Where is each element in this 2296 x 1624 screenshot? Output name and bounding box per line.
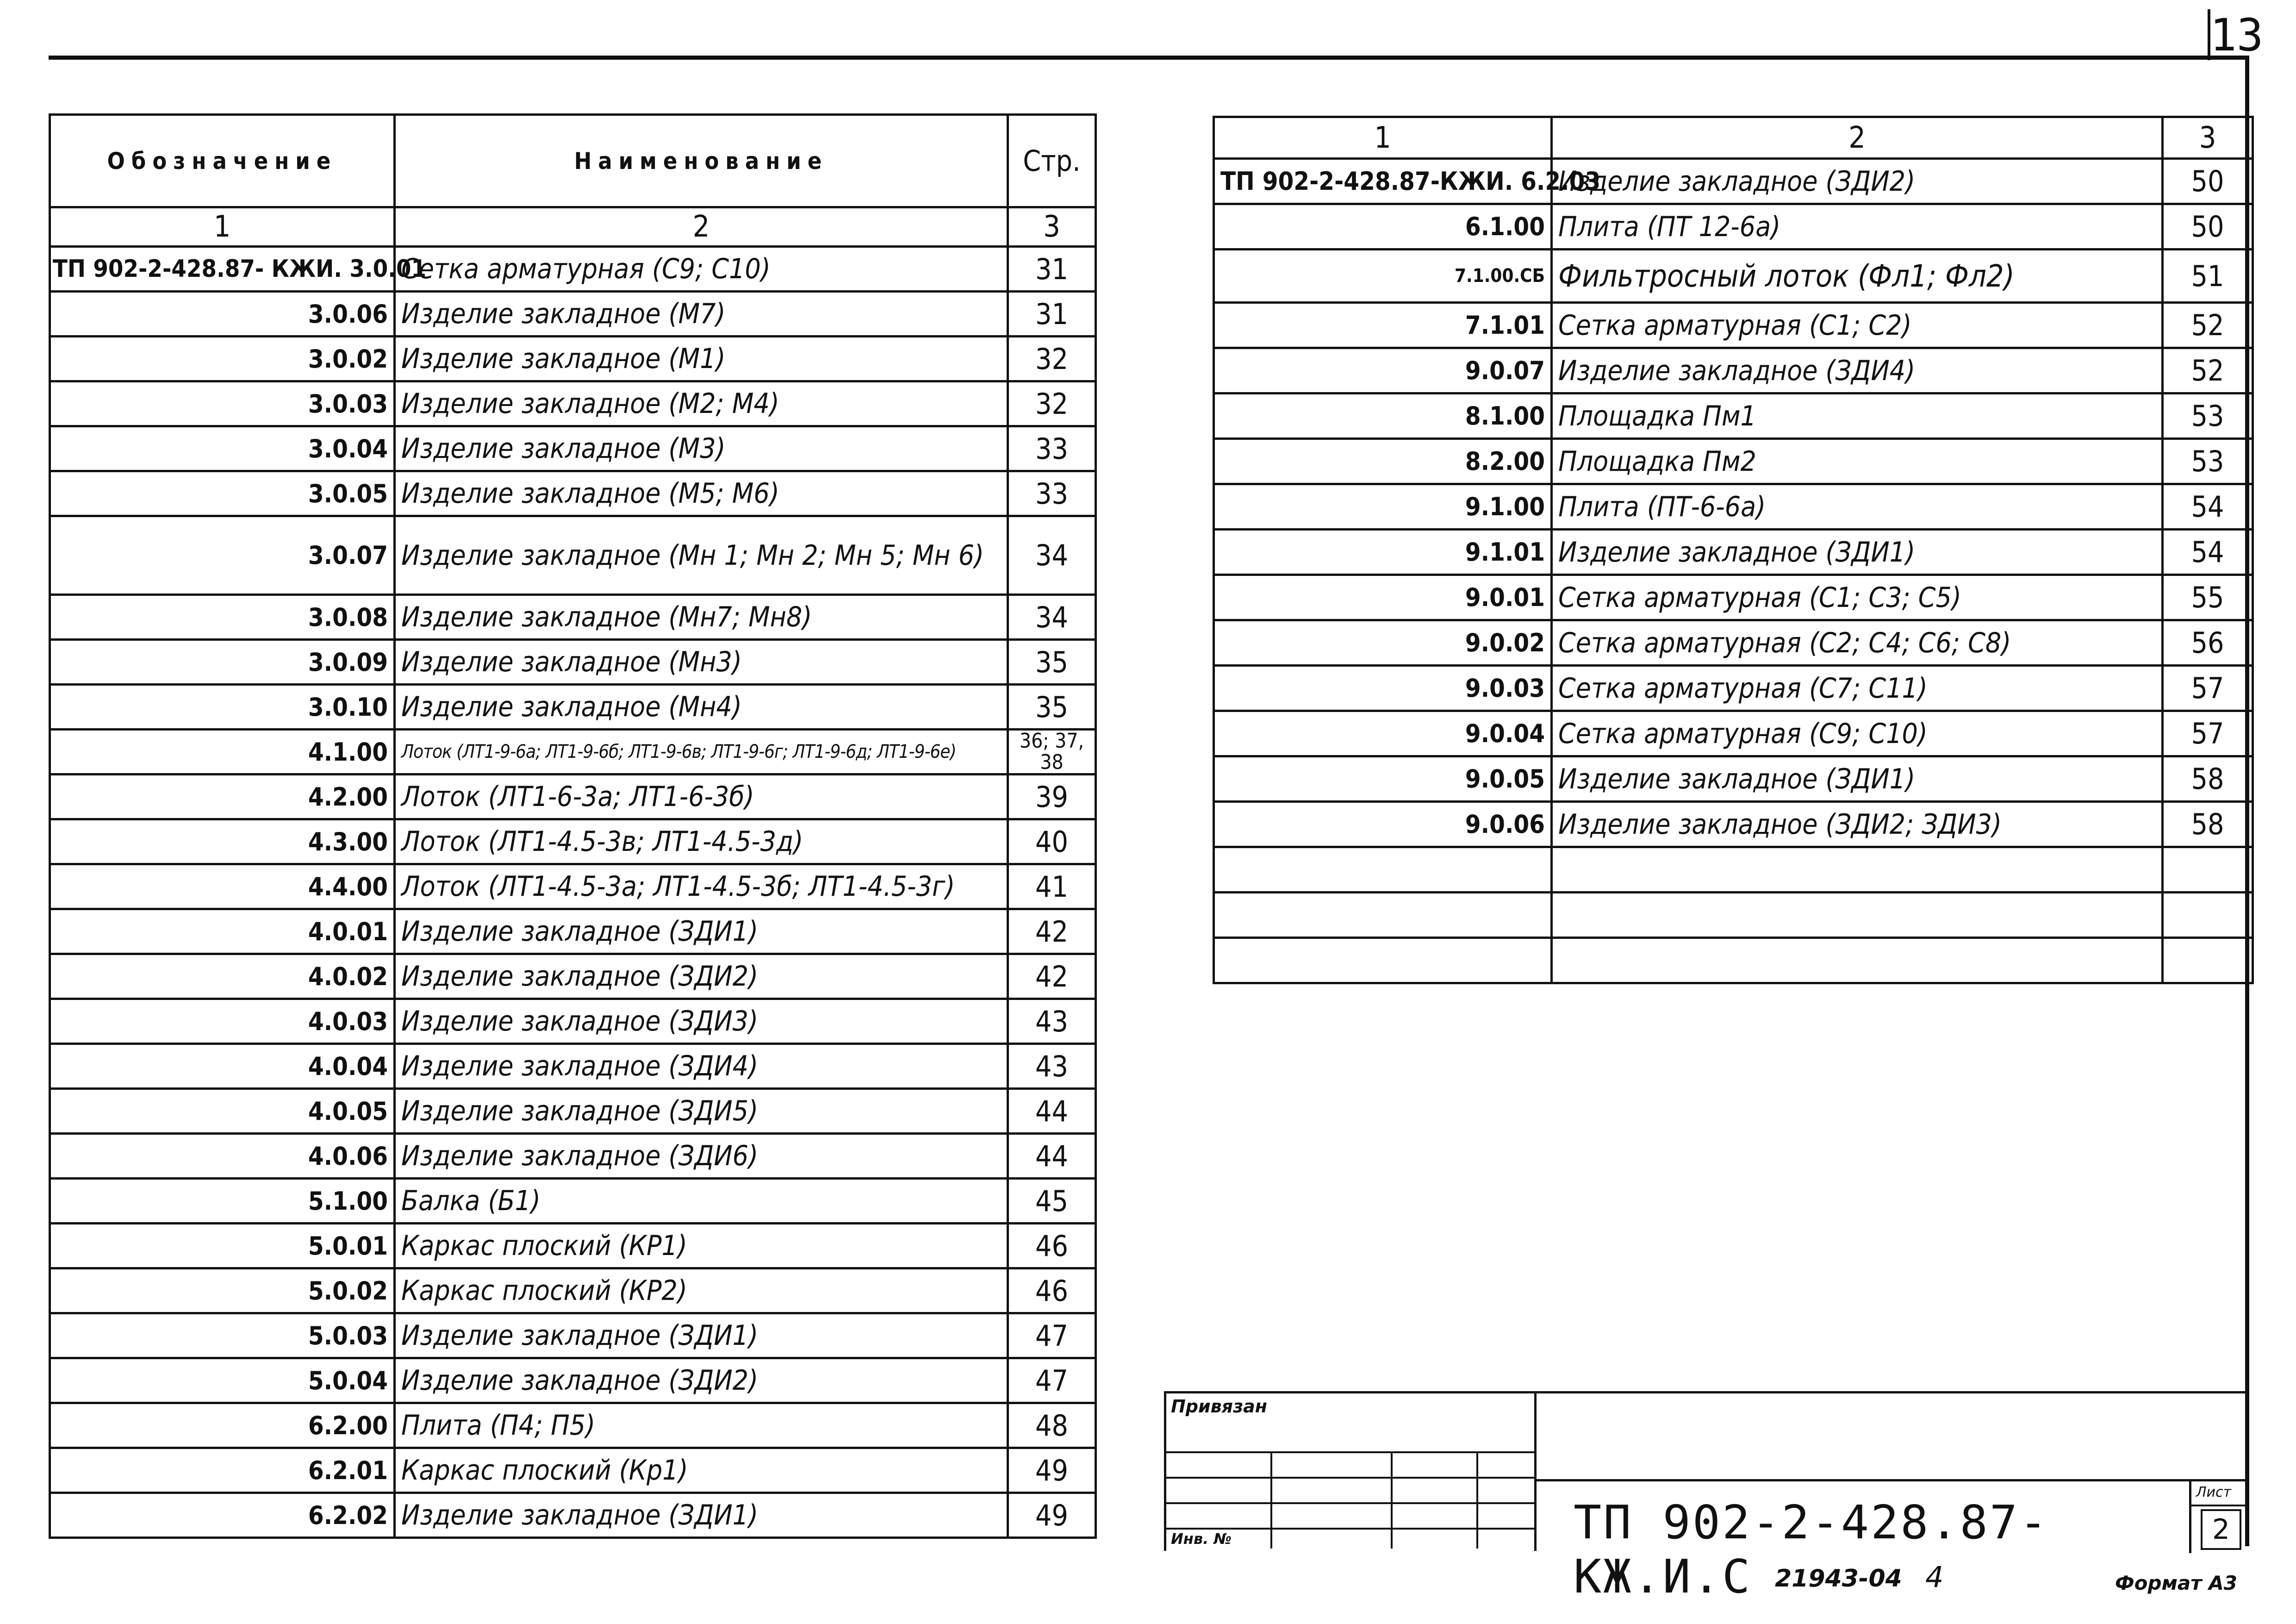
table-row — [50, 1089, 1096, 1134]
table-row — [1214, 439, 2253, 484]
designation-cell: 3.0.09 — [50, 640, 395, 685]
designation-cell: 9.1.00 — [1214, 484, 1552, 530]
table-row — [1214, 847, 2253, 893]
designation-cell: 4.2.00 — [50, 775, 395, 819]
column-number: 1 — [50, 207, 395, 247]
page-cell: 32 — [1008, 381, 1096, 426]
table-row — [50, 640, 1096, 685]
name-cell: Изделие закладное (Мн 1; Мн 2; Мн 5; Мн 6) — [395, 516, 1008, 595]
designation-cell: 4.0.06 — [50, 1134, 395, 1179]
designation-cell: 6.1.00 — [1214, 204, 1552, 250]
designation-cell: 3.0.07 — [50, 516, 395, 595]
header-designation: Обозначение — [50, 115, 395, 207]
name-cell: Лоток (ЛТ1-4.5-3в; ЛТ1-4.5-3д) — [395, 819, 1008, 864]
attached-label: Привязан — [1171, 1396, 1268, 1417]
page-cell: 47 — [1008, 1358, 1096, 1403]
name-cell — [1552, 847, 2163, 893]
page-cell: 50 — [2163, 159, 2253, 204]
page-cell — [2163, 893, 2253, 938]
table-row — [50, 730, 1096, 775]
page-cell: 54 — [2163, 530, 2253, 575]
table-row — [1214, 303, 2253, 348]
name-cell: Изделие закладное (М1) — [395, 337, 1008, 381]
designation-cell: 5.0.01 — [50, 1224, 395, 1268]
name-cell: Изделие закладное (ЗДИ3) — [395, 999, 1008, 1044]
page-cell: 57 — [2163, 711, 2253, 756]
table-row — [1214, 394, 2253, 439]
page-cell: 57 — [2163, 666, 2253, 711]
table-row — [50, 909, 1096, 954]
name-cell: Каркас плоский (КР2) — [395, 1268, 1008, 1313]
column-number: 2 — [395, 207, 1008, 247]
name-cell: Фильтросный лоток (Фл1; Фл2) — [1552, 250, 2163, 303]
designation-cell: 3.0.08 — [50, 595, 395, 640]
page-cell: 44 — [1008, 1134, 1096, 1179]
name-cell: Изделие закладное (М5; М6) — [395, 471, 1008, 516]
designation-cell: 3.0.02 — [50, 337, 395, 381]
table-row — [1214, 938, 2253, 983]
table-row — [1214, 575, 2253, 620]
page-cell: 33 — [1008, 471, 1096, 516]
stamp-grid-line — [1391, 1451, 1393, 1549]
name-cell: Изделие закладное (ЗДИ1) — [395, 1493, 1008, 1538]
right-contents-table — [1213, 116, 2254, 984]
name-cell: Изделие закладное (М7) — [395, 292, 1008, 337]
name-cell: Площадка Пм2 — [1552, 439, 2163, 484]
table-row — [50, 292, 1096, 337]
table-row — [1214, 711, 2253, 756]
name-cell: Изделие закладное (ЗДИ2) — [1552, 159, 2163, 204]
page-cell: 44 — [1008, 1089, 1096, 1134]
page-cell — [2163, 847, 2253, 893]
page-cell — [2163, 938, 2253, 983]
column-number: 2 — [1552, 117, 2163, 159]
stamp-grid-line — [1166, 1502, 1537, 1504]
stamp-grid-line — [1270, 1451, 1272, 1549]
page-cell: 43 — [1008, 999, 1096, 1044]
name-cell: Изделие закладное (Мн7; Мн8) — [395, 595, 1008, 640]
designation-cell: 4.0.03 — [50, 999, 395, 1044]
right-column-numbers — [1214, 117, 2253, 159]
page-cell: 40 — [1008, 819, 1096, 864]
table-row — [50, 775, 1096, 819]
name-cell: Изделие закладное (Мн3) — [395, 640, 1008, 685]
designation-cell: 5.0.03 — [50, 1313, 395, 1358]
attachment-block — [1164, 1393, 1537, 1551]
sheet-cell — [2189, 1481, 2249, 1553]
page-cell: 31 — [1008, 247, 1096, 292]
designation-cell: 4.4.00 — [50, 864, 395, 909]
designation-cell: 9.0.03 — [1214, 666, 1552, 711]
page-cell: 33 — [1008, 426, 1096, 471]
designation-cell: 4.0.01 — [50, 909, 395, 954]
designation-cell — [1214, 938, 1552, 983]
designation-cell — [1214, 847, 1552, 893]
table-row — [50, 1448, 1096, 1493]
designation-cell: 9.0.05 — [1214, 756, 1552, 802]
page-cell: 55 — [2163, 575, 2253, 620]
name-cell: Каркас плоский (Кр1) — [395, 1448, 1008, 1493]
column-number: 1 — [1214, 117, 1552, 159]
stamp-grid-line — [1476, 1451, 1478, 1549]
designation-cell: 6.2.01 — [50, 1448, 395, 1493]
designation-cell: 3.0.05 — [50, 471, 395, 516]
designation-cell: 6.2.02 — [50, 1493, 395, 1538]
table-row — [50, 595, 1096, 640]
table-row — [1214, 159, 2253, 204]
name-cell: Лоток (ЛТ1-4.5-3а; ЛТ1-4.5-3б; ЛТ1-4.5-3г) — [395, 864, 1008, 909]
table-row — [50, 426, 1096, 471]
stamp-grid-line — [1166, 1451, 1537, 1453]
designation-cell: ТП 902-2-428.87-КЖИ. 6.2.03 — [1214, 159, 1552, 204]
table-row — [50, 1044, 1096, 1089]
designation-cell: 3.0.03 — [50, 381, 395, 426]
designation-cell: 9.0.02 — [1214, 620, 1552, 666]
page-cell: 45 — [1008, 1179, 1096, 1224]
name-cell: Изделие закладное (ЗДИ2) — [395, 1358, 1008, 1403]
table-row — [50, 1358, 1096, 1403]
table-row — [1214, 620, 2253, 666]
table-row — [1214, 204, 2253, 250]
name-cell: Изделие закладное (ЗДИ2; ЗДИ3) — [1552, 802, 2163, 847]
page-cell: 51 — [2163, 250, 2253, 303]
designation-cell: 3.0.06 — [50, 292, 395, 337]
page-cell: 39 — [1008, 775, 1096, 819]
page-cell: 35 — [1008, 685, 1096, 730]
name-cell: Плита (П4; П5) — [395, 1403, 1008, 1448]
left-contents-table — [49, 113, 1097, 1539]
table-row — [1214, 484, 2253, 530]
name-cell: Изделие закладное (ЗДИ1) — [395, 1313, 1008, 1358]
page-cell: 42 — [1008, 954, 1096, 999]
name-cell: Изделие закладное (М3) — [395, 426, 1008, 471]
name-cell: Сетка арматурная (С9; С10) — [1552, 711, 2163, 756]
name-cell: Изделие закладное (ЗДИ1) — [1552, 530, 2163, 575]
page-cell: 47 — [1008, 1313, 1096, 1358]
name-cell: Изделие закладное (ЗДИ1) — [395, 909, 1008, 954]
designation-cell: 5.1.00 — [50, 1179, 395, 1224]
name-cell: Изделие закладное (ЗДИ4) — [1552, 348, 2163, 394]
designation-cell: 5.0.02 — [50, 1268, 395, 1313]
designation-cell: 4.0.05 — [50, 1089, 395, 1134]
left-column-numbers — [50, 207, 1096, 247]
name-cell: Сетка арматурная (С9; С10) — [395, 247, 1008, 292]
page-cell: 52 — [2163, 303, 2253, 348]
name-cell: Лоток (ЛТ1-9-6а; ЛТ1-9-6б; ЛТ1-9-6в; ЛТ1-9-6г; ЛТ1-9-6д; ЛТ1-9-6е) — [395, 730, 1008, 775]
name-cell: Плита (ПТ 12-6а) — [1552, 204, 2163, 250]
name-cell: Изделие закладное (ЗДИ6) — [395, 1134, 1008, 1179]
table-row — [1214, 756, 2253, 802]
designation-cell: 5.0.04 — [50, 1358, 395, 1403]
page-cell: 46 — [1008, 1224, 1096, 1268]
table-row — [50, 1403, 1096, 1448]
designation-cell: 4.1.00 — [50, 730, 395, 775]
designation-cell: 4.3.00 — [50, 819, 395, 864]
name-cell — [1552, 893, 2163, 938]
table-row — [50, 819, 1096, 864]
name-cell: Изделие закладное (ЗДИ1) — [1552, 756, 2163, 802]
page-cell: 35 — [1008, 640, 1096, 685]
corner-page-number: 13 — [2210, 9, 2264, 61]
name-cell: Изделие закладное (ЗДИ5) — [395, 1089, 1008, 1134]
stamp-grid-line — [1166, 1528, 1537, 1530]
page-cell: 49 — [1008, 1448, 1096, 1493]
sheet-label: Лист — [2196, 1484, 2232, 1500]
table-row — [50, 685, 1096, 730]
name-cell: Изделие закладное (М2; М4) — [395, 381, 1008, 426]
inventory-number: 21943-04 — [1775, 1565, 1902, 1593]
page-cell: 34 — [1008, 516, 1096, 595]
table-row — [50, 1268, 1096, 1313]
header-name: Наименование — [395, 115, 1008, 207]
name-cell: Изделие закладное (ЗДИ4) — [395, 1044, 1008, 1089]
designation-cell: 7.1.01 — [1214, 303, 1552, 348]
table-row — [50, 471, 1096, 516]
table-row — [1214, 530, 2253, 575]
sheet-divider — [2191, 1505, 2249, 1506]
page-cell: 58 — [2163, 802, 2253, 847]
table-row — [50, 1313, 1096, 1358]
table-row — [50, 954, 1096, 999]
table-row — [50, 1179, 1096, 1224]
designation-cell: 9.0.01 — [1214, 575, 1552, 620]
page-cell: 58 — [2163, 756, 2253, 802]
table-row — [1214, 666, 2253, 711]
page-cell: 49 — [1008, 1493, 1096, 1538]
page-cell: 54 — [2163, 484, 2253, 530]
inventory-label: Инв. № — [1171, 1530, 1232, 1548]
name-cell: Плита (ПТ-6-6а) — [1552, 484, 2163, 530]
name-cell — [1552, 938, 2163, 983]
name-cell: Изделие закладное (Мн4) — [395, 685, 1008, 730]
table-row — [50, 1134, 1096, 1179]
designation-cell: ТП 902-2-428.87- КЖИ. 3.0.01 — [50, 247, 395, 292]
designation-cell: 8.2.00 — [1214, 439, 1552, 484]
table-row — [50, 337, 1096, 381]
name-cell: Сетка арматурная (С1; С2) — [1552, 303, 2163, 348]
page-cell: 48 — [1008, 1403, 1096, 1448]
name-cell: Площадка Пм1 — [1552, 394, 2163, 439]
sheet-number: 2 — [2201, 1509, 2241, 1550]
column-number: 3 — [2163, 117, 2253, 159]
table-row — [1214, 348, 2253, 394]
name-cell: Каркас плоский (КР1) — [395, 1224, 1008, 1268]
table-row — [50, 381, 1096, 426]
name-cell: Сетка арматурная (С1; С3; С5) — [1552, 575, 2163, 620]
designation-cell: 9.0.04 — [1214, 711, 1552, 756]
name-cell: Изделие закладное (ЗДИ2) — [395, 954, 1008, 999]
page-cell: 42 — [1008, 909, 1096, 954]
table-row — [50, 1493, 1096, 1538]
page-cell: 43 — [1008, 1044, 1096, 1089]
designation-cell: 7.1.00.СБ — [1214, 250, 1552, 303]
footer-mark: 4 — [1925, 1560, 1944, 1594]
designation-cell: 3.0.04 — [50, 426, 395, 471]
name-cell: Сетка арматурная (С2; С4; С6; С8) — [1552, 620, 2163, 666]
table-row — [50, 999, 1096, 1044]
name-cell: Лоток (ЛТ1-6-3а; ЛТ1-6-3б) — [395, 775, 1008, 819]
designation-cell: 8.1.00 — [1214, 394, 1552, 439]
page-cell: 34 — [1008, 595, 1096, 640]
document-code: ТП 902-2-428.87- КЖ.И.С — [1574, 1495, 2049, 1604]
table-row — [50, 247, 1096, 292]
page-cell: 46 — [1008, 1268, 1096, 1313]
designation-cell: 3.0.10 — [50, 685, 395, 730]
stamp-grid-line — [1166, 1477, 1537, 1479]
format-label: Формат А3 — [2115, 1572, 2237, 1594]
designation-cell — [1214, 893, 1552, 938]
table-row — [1214, 250, 2253, 303]
designation-cell: 9.1.01 — [1214, 530, 1552, 575]
designation-cell: 9.0.06 — [1214, 802, 1552, 847]
table-row — [50, 516, 1096, 595]
page-cell: 31 — [1008, 292, 1096, 337]
page-cell: 53 — [2163, 439, 2253, 484]
table-row — [50, 864, 1096, 909]
page-cell: 56 — [2163, 620, 2253, 666]
page-cell: 52 — [2163, 348, 2253, 394]
column-number: 3 — [1008, 207, 1096, 247]
name-cell: Сетка арматурная (С7; С11) — [1552, 666, 2163, 711]
header-page: Стр. — [1008, 115, 1096, 207]
page-cell: 53 — [2163, 394, 2253, 439]
designation-cell: 9.0.07 — [1214, 348, 1552, 394]
table-row — [50, 1224, 1096, 1268]
page-cell: 32 — [1008, 337, 1096, 381]
name-cell: Балка (Б1) — [395, 1179, 1008, 1224]
table-row — [1214, 802, 2253, 847]
page-cell: 36; 37, 38 — [1008, 730, 1096, 775]
designation-cell: 4.0.04 — [50, 1044, 395, 1089]
designation-cell: 6.2.00 — [50, 1403, 395, 1448]
page-cell: 41 — [1008, 864, 1096, 909]
page-cell: 50 — [2163, 204, 2253, 250]
table-row — [1214, 893, 2253, 938]
left-header-row — [50, 115, 1096, 207]
designation-cell: 4.0.02 — [50, 954, 395, 999]
